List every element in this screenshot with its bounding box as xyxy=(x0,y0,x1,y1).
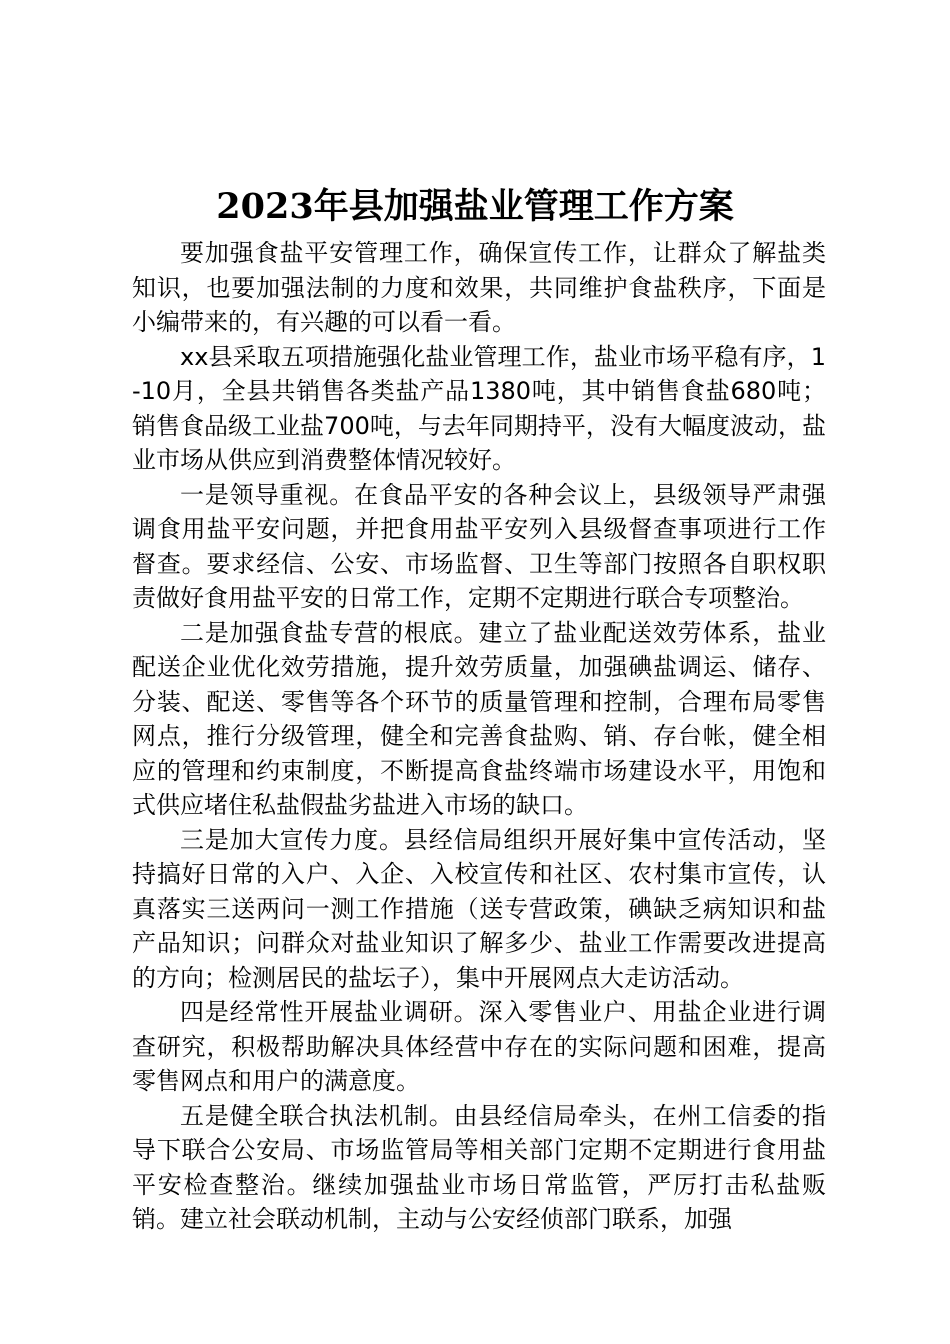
paragraph-measure-4: 四是经常性开展盐业调研。深入零售业户、用盐企业进行调查研究，积极帮助解决具体经营中存在的实际问题和困难，提高零售网点和用户的满意度。 xyxy=(132,998,826,1095)
paragraph-measure-3: 三是加大宣传力度。县经信局组织开展好集中宣传活动，坚持搞好日常的入户、入企、入校宣传和社区、农村集市宣传，认真落实三送两问一测工作措施（送专营政策，碘缺乏病知识和盐产品知识；问群众对盐业知识了解多少、盐业工作需要改进提高的方向；检测居民的盐坛子），集中开展网点大走访活动。 xyxy=(132,825,826,992)
paragraph-measure-2: 二是加强食盐专营的根底。建立了盐业配送效劳体系，盐业配送企业优化效劳措施，提升效劳质量，加强碘盐调运、储存、分装、配送、零售等各个环节的质量管理和控制，合理布局零售网点，推行分级管理，健全和完善食盐购、销、存台帐，健全相应的管理和约束制度，不断提高食盐终端市场建设水平，用饱和式供应堵住私盐假盐劣盐进入市场的缺口。 xyxy=(132,618,826,819)
paragraph-measure-1: 一是领导重视。在食品平安的各种会议上，县级领导严肃强调食用盐平安问题，并把食用盐平安列入县级督查事项进行工作督查。要求经信、公安、市场监督、卫生等部门按照各自职权职责做好食用盐平安的日常工作，定期不定期进行联合专项整治。 xyxy=(132,480,826,612)
paragraph-intro: 要加强食盐平安管理工作，确保宣传工作，让群众了解盐类知识，也要加强法制的力度和效果，共同维护食盐秩序，下面是小编带来的，有兴趣的可以看一看。 xyxy=(132,239,826,336)
paragraph-measure-5: 五是健全联合执法机制。由县经信局牵头，在州工信委的指导下联合公安局、市场监管局等相关部门定期不定期进行食用盐平安检查整治。继续加强盐业市场日常监管，严厉打击私盐贩销。建立社会联动机制，主动与公安经侦部门联系，加强 xyxy=(132,1101,826,1233)
paragraph-overview: xx县采取五项措施强化盐业管理工作，盐业市场平稳有序，1-10月，全县共销售各类盐产品1380吨，其中销售食盐680吨；销售食品级工业盐700吨，与去年同期持平，没有大幅度波动，盐业市场从供应到消费整体情况较好。 xyxy=(132,342,826,474)
document-title: 2023年县加强盐业管理工作方案 xyxy=(216,186,734,227)
document-body xyxy=(132,236,826,1237)
